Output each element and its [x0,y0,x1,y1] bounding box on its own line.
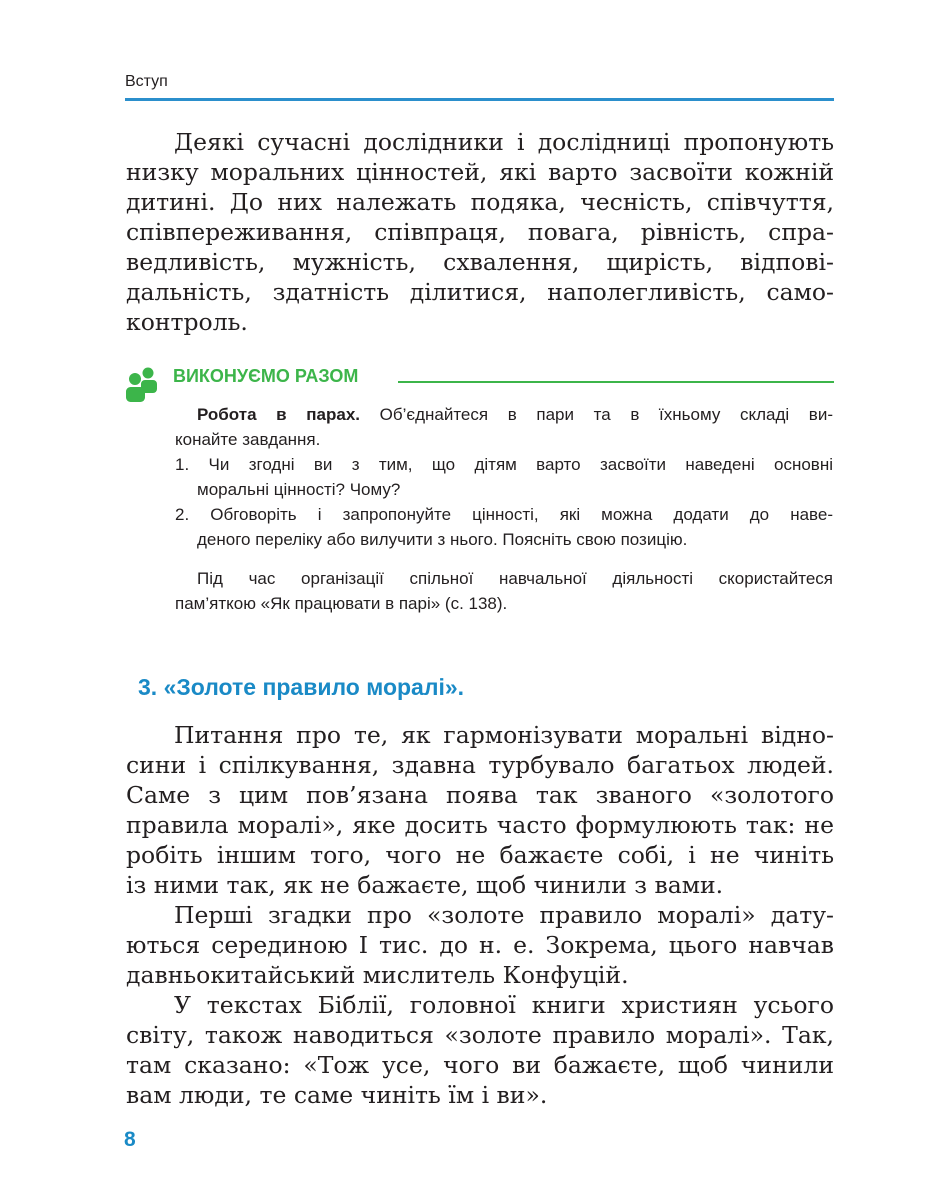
task-note-line: Під час організації спільної навчальної діяльності скористайтеся [197,569,833,588]
text-line: Деякі сучасні дослідники і дослідниці пропонують [174,128,834,156]
text-line: У текстах Біблії, головної книги християн усього [174,991,834,1019]
text-line: контроль. [126,308,248,336]
task-lead-line: конайте завдання. [175,430,321,449]
text-line: дальність, здатність ділитися, наполегливість, само- [126,278,834,306]
task-box-note [175,566,833,616]
task-box-body [175,402,833,552]
task-item-line: 2. Обговоріть і запропонуйте цінності, які можна додати до наве- [175,505,833,524]
text-line: із ними так, як не бажаєте, щоб чинили з вами. [126,871,724,899]
section-heading: 3. «Золоте правило моралі». [138,674,465,700]
text-line: сини і спілкування, здавна турбувало багатьох людей. [126,751,834,779]
task-item-line: 1. Чи згодні ви з тим, що дітям варто засвоїти наведені основні [175,455,833,474]
text-line: ються серединою І тис. до н. е. Зокрема, цього навчав [126,931,834,959]
task-box-rule [398,381,834,383]
paragraph-1 [126,720,834,900]
task-lead-line [175,402,833,427]
text-line: співпереживання, співпраця, повага, рівність, спра- [126,218,834,246]
paragraph-2 [126,900,834,990]
intro-paragraph [126,127,834,337]
text-line: дитині. До них належать подяка, чесність, співчуття, [126,188,834,216]
text-line: ведливість, мужність, схвалення, щирість, відпові- [126,248,834,276]
text-line: вам люди, те саме чиніть їм і ви». [126,1081,548,1109]
task-item-line: деного переліку або вилучити з нього. Поясніть свою позицію. [197,530,688,549]
paragraph-3 [126,990,834,1110]
text-line: правила моралі», яке досить часто формулюють так: не [126,811,834,839]
header-rule [125,98,834,101]
task-note-line: пам’яткою «Як працювати в парі» (с. 138). [175,594,508,613]
running-header: Вступ [125,73,168,90]
task-lead-bold: Робота в парах. [197,405,361,424]
task-box-title: ВИКОНУЄМО РАЗОМ [173,366,359,386]
task-lead-text: Об’єднайтеся в пари та в їхньому складі ви- [360,405,833,424]
text-line: робіть іншим того, чого не бажаєте собі, і не чиніть [126,841,834,869]
text-line: Питання про те, як гармонізувати моральні відно- [174,721,834,749]
text-line: Перші згадки про «золоте правило моралі» дату- [174,901,834,929]
text-line: Саме з цим пов’язана поява так званого «золотого [126,781,834,809]
task-item-line: моральні цінності? Чому? [197,480,401,499]
text-line: там сказано: «Тож усе, чого ви бажаєте, щоб чинили [126,1051,834,1079]
page-number: 8 [124,1128,136,1151]
people-pair-icon [124,366,160,402]
text-line: низку моральних цінностей, які варто засвоїти кожній [126,158,834,186]
text-line: давньокитайський мислитель Конфуцій. [126,961,629,989]
text-line: світу, також наводиться «золоте правило моралі». Так, [126,1021,834,1049]
